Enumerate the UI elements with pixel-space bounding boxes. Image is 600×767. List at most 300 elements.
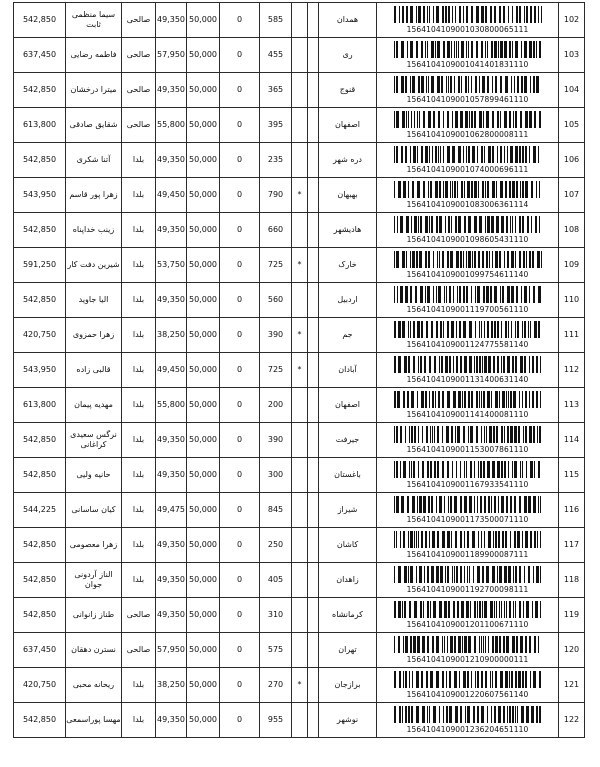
row-number-cell: 120 [559, 633, 585, 668]
row-number-cell: 110 [559, 283, 585, 318]
barcode-cell [377, 213, 559, 248]
city-cell: دره شهر [319, 143, 377, 178]
barcode-graphic [394, 671, 542, 688]
code-cell: 235 [260, 143, 292, 178]
total-cell: 542,850 [14, 703, 66, 738]
barcode-cell [377, 633, 559, 668]
base-cell: 50,000 [187, 633, 220, 668]
star-cell: * [292, 178, 308, 213]
base-cell: 50,000 [187, 423, 220, 458]
star-cell [292, 598, 308, 633]
star-cell: * [292, 353, 308, 388]
total-cell: 543,950 [14, 353, 66, 388]
row-number-cell: 103 [559, 38, 585, 73]
total-cell: 613,800 [14, 108, 66, 143]
base-cell: 50,000 [187, 108, 220, 143]
barcode-cell [377, 458, 559, 493]
barcode-cell [377, 668, 559, 703]
barcode-number: 1564104109001131400631140 [406, 374, 529, 384]
city-cell: اصفهان [319, 108, 377, 143]
name-cell: زهرا معصومی [66, 528, 122, 563]
city-cell: قنوج [319, 73, 377, 108]
empty-cell [308, 598, 319, 633]
row-number-cell: 112 [559, 353, 585, 388]
barcode-cell [377, 108, 559, 143]
barcode-graphic [394, 496, 542, 513]
zero-cell: 0 [220, 423, 260, 458]
base-cell: 50,000 [187, 38, 220, 73]
category-cell: بلدا [122, 248, 156, 283]
name-cell: طناز زانوانی [66, 598, 122, 633]
base-cell: 50,000 [187, 598, 220, 633]
category-cell: بلدا [122, 318, 156, 353]
row-number-cell: 111 [559, 318, 585, 353]
category-cell: بلدا [122, 143, 156, 178]
total-cell: 543,950 [14, 178, 66, 213]
barcode-graphic [394, 41, 542, 58]
row-number-cell: 106 [559, 143, 585, 178]
city-cell: تهران [319, 633, 377, 668]
empty-cell [308, 38, 319, 73]
barcode-cell [377, 178, 559, 213]
star-cell [292, 528, 308, 563]
row-number-cell: 122 [559, 703, 585, 738]
table-row [14, 703, 585, 738]
category-cell: صالحی [122, 73, 156, 108]
name-cell: آتنا شکری [66, 143, 122, 178]
code-cell: 365 [260, 73, 292, 108]
barcode-graphic [394, 356, 542, 373]
barcode-graphic [394, 321, 542, 338]
name-cell: فاطمه رضایی [66, 38, 122, 73]
barcode-graphic [394, 6, 542, 23]
amount-cell: 57,950 [156, 38, 187, 73]
row-number-cell: 115 [559, 458, 585, 493]
barcode-number: 1564104109001041401831110 [406, 59, 529, 69]
row-number-cell: 119 [559, 598, 585, 633]
star-cell [292, 108, 308, 143]
city-cell: برازجان [319, 668, 377, 703]
barcode-cell [377, 528, 559, 563]
table-row [14, 143, 585, 178]
amount-cell: 55,800 [156, 108, 187, 143]
barcode-number: 1564104109001210900000111 [406, 654, 529, 664]
barcode-graphic [394, 566, 542, 583]
amount-cell: 49,350 [156, 458, 187, 493]
category-cell: بلدا [122, 668, 156, 703]
barcode-cell [377, 563, 559, 598]
amount-cell: 49,350 [156, 423, 187, 458]
empty-cell [308, 143, 319, 178]
total-cell: 542,850 [14, 73, 66, 108]
total-cell: 637,450 [14, 38, 66, 73]
zero-cell: 0 [220, 73, 260, 108]
amount-cell: 49,350 [156, 563, 187, 598]
base-cell: 50,000 [187, 248, 220, 283]
base-cell: 50,000 [187, 213, 220, 248]
amount-cell: 49,350 [156, 528, 187, 563]
total-cell: 613,800 [14, 388, 66, 423]
table-row [14, 493, 585, 528]
code-cell: 575 [260, 633, 292, 668]
amount-cell: 57,950 [156, 633, 187, 668]
barcode-graphic [394, 146, 542, 163]
star-cell [292, 38, 308, 73]
barcode-cell [377, 318, 559, 353]
name-cell: شیرین دفت کار [66, 248, 122, 283]
amount-cell: 49,350 [156, 703, 187, 738]
star-cell [292, 213, 308, 248]
row-number-cell: 104 [559, 73, 585, 108]
code-cell: 310 [260, 598, 292, 633]
table-row [14, 318, 585, 353]
barcode-cell [377, 493, 559, 528]
name-cell: سیما منظمی ثابت [66, 3, 122, 38]
table-row [14, 283, 585, 318]
total-cell: 544,225 [14, 493, 66, 528]
barcode-number: 1564104109001098605431110 [406, 234, 529, 244]
star-cell [292, 703, 308, 738]
empty-cell [308, 213, 319, 248]
zero-cell: 0 [220, 528, 260, 563]
barcode-cell [377, 248, 559, 283]
barcode-number: 1564104109001173500071110 [406, 514, 529, 524]
star-cell [292, 633, 308, 668]
barcode-number: 1564104109001201100671110 [406, 619, 529, 629]
city-cell: ری [319, 38, 377, 73]
amount-cell: 38,250 [156, 318, 187, 353]
star-cell [292, 563, 308, 598]
empty-cell [308, 3, 319, 38]
city-cell: همدان [319, 3, 377, 38]
base-cell: 50,000 [187, 318, 220, 353]
barcode-number: 1564104109001099754611140 [406, 269, 529, 279]
city-cell: اردبیل [319, 283, 377, 318]
zero-cell: 0 [220, 108, 260, 143]
star-cell [292, 3, 308, 38]
category-cell: بلدا [122, 423, 156, 458]
code-cell: 660 [260, 213, 292, 248]
code-cell: 725 [260, 248, 292, 283]
star-cell: * [292, 318, 308, 353]
total-cell: 542,850 [14, 213, 66, 248]
category-cell: صالحی [122, 598, 156, 633]
empty-cell [308, 353, 319, 388]
base-cell: 50,000 [187, 3, 220, 38]
table-row [14, 3, 585, 38]
amount-cell: 49,450 [156, 178, 187, 213]
empty-cell [308, 423, 319, 458]
code-cell: 250 [260, 528, 292, 563]
total-cell: 591,250 [14, 248, 66, 283]
ledger-table [13, 2, 585, 738]
code-cell: 955 [260, 703, 292, 738]
zero-cell: 0 [220, 668, 260, 703]
base-cell: 50,000 [187, 283, 220, 318]
zero-cell: 0 [220, 178, 260, 213]
amount-cell: 49,350 [156, 3, 187, 38]
star-cell: * [292, 248, 308, 283]
base-cell: 50,000 [187, 353, 220, 388]
code-cell: 455 [260, 38, 292, 73]
star-cell [292, 458, 308, 493]
empty-cell [308, 563, 319, 598]
base-cell: 50,000 [187, 458, 220, 493]
row-number-cell: 102 [559, 3, 585, 38]
row-number-cell: 113 [559, 388, 585, 423]
category-cell: صالحی [122, 3, 156, 38]
base-cell: 50,000 [187, 563, 220, 598]
barcode-cell [377, 703, 559, 738]
base-cell: 50,000 [187, 668, 220, 703]
barcode-number: 1564104109001057899461110 [406, 94, 529, 104]
total-cell: 542,850 [14, 563, 66, 598]
category-cell: بلدا [122, 213, 156, 248]
name-cell: قالبی زاده [66, 353, 122, 388]
table-row [14, 668, 585, 703]
city-cell: زاهدان [319, 563, 377, 598]
category-cell: بلدا [122, 703, 156, 738]
name-cell: مهسا پوراسمعی [66, 703, 122, 738]
ledger-body [14, 3, 585, 738]
zero-cell: 0 [220, 318, 260, 353]
zero-cell: 0 [220, 3, 260, 38]
code-cell: 845 [260, 493, 292, 528]
code-cell: 405 [260, 563, 292, 598]
total-cell: 542,850 [14, 143, 66, 178]
barcode-number: 1564104109001141400081110 [406, 409, 529, 419]
name-cell: ریحانه محبی [66, 668, 122, 703]
empty-cell [308, 248, 319, 283]
base-cell: 50,000 [187, 493, 220, 528]
city-cell: هادیشهر [319, 213, 377, 248]
base-cell: 50,000 [187, 178, 220, 213]
code-cell: 395 [260, 108, 292, 143]
barcode-graphic [394, 76, 542, 93]
category-cell: بلدا [122, 528, 156, 563]
barcode-graphic [394, 531, 542, 548]
base-cell: 50,000 [187, 388, 220, 423]
barcode-graphic [394, 426, 542, 443]
category-cell: بلدا [122, 388, 156, 423]
barcode-graphic [394, 216, 542, 233]
city-cell: جیرفت [319, 423, 377, 458]
barcode-graphic [394, 111, 542, 128]
zero-cell: 0 [220, 213, 260, 248]
city-cell: اصفهان [319, 388, 377, 423]
barcode-number: 1564104109001220607561140 [406, 689, 529, 699]
city-cell: نوشهر [319, 703, 377, 738]
barcode-graphic [394, 706, 542, 723]
zero-cell: 0 [220, 143, 260, 178]
category-cell: بلدا [122, 458, 156, 493]
barcode-number: 1564104109001192700098111 [406, 584, 529, 594]
table-row [14, 633, 585, 668]
empty-cell [308, 73, 319, 108]
name-cell: نسترن دهقان [66, 633, 122, 668]
name-cell: زهرا حمزوی [66, 318, 122, 353]
total-cell: 542,850 [14, 598, 66, 633]
star-cell [292, 283, 308, 318]
code-cell: 790 [260, 178, 292, 213]
zero-cell: 0 [220, 458, 260, 493]
code-cell: 560 [260, 283, 292, 318]
zero-cell: 0 [220, 248, 260, 283]
empty-cell [308, 178, 319, 213]
total-cell: 420,750 [14, 668, 66, 703]
name-cell: حانیه ولیی [66, 458, 122, 493]
name-cell: شقایق صادقی [66, 108, 122, 143]
empty-cell [308, 388, 319, 423]
row-number-cell: 118 [559, 563, 585, 598]
amount-cell: 49,350 [156, 73, 187, 108]
zero-cell: 0 [220, 353, 260, 388]
barcode-number: 1564104109001119700561110 [406, 304, 529, 314]
zero-cell: 0 [220, 283, 260, 318]
barcode-graphic [394, 251, 542, 268]
row-number-cell: 121 [559, 668, 585, 703]
barcode-cell [377, 3, 559, 38]
base-cell: 50,000 [187, 73, 220, 108]
amount-cell: 53,750 [156, 248, 187, 283]
table-row [14, 73, 585, 108]
barcode-number: 1564104109001030800065111 [406, 24, 529, 34]
row-number-cell: 109 [559, 248, 585, 283]
barcode-cell [377, 73, 559, 108]
amount-cell: 49,475 [156, 493, 187, 528]
empty-cell [308, 668, 319, 703]
category-cell: بلدا [122, 563, 156, 598]
barcode-cell [377, 423, 559, 458]
table-row [14, 353, 585, 388]
empty-cell [308, 633, 319, 668]
table-row [14, 528, 585, 563]
name-cell: میترا درخشان [66, 73, 122, 108]
base-cell: 50,000 [187, 703, 220, 738]
barcode-number: 1564104109001083006361114 [406, 199, 529, 209]
amount-cell: 49,350 [156, 213, 187, 248]
barcode-cell [377, 283, 559, 318]
row-number-cell: 105 [559, 108, 585, 143]
category-cell: بلدا [122, 353, 156, 388]
name-cell: الناز آردونی جوان [66, 563, 122, 598]
category-cell: صالحی [122, 633, 156, 668]
table-row [14, 213, 585, 248]
code-cell: 390 [260, 423, 292, 458]
row-number-cell: 107 [559, 178, 585, 213]
barcode-graphic [394, 181, 542, 198]
table-row [14, 388, 585, 423]
city-cell: بهبهان [319, 178, 377, 213]
city-cell: باغستان [319, 458, 377, 493]
amount-cell: 49,350 [156, 283, 187, 318]
category-cell: بلدا [122, 178, 156, 213]
category-cell: بلدا [122, 493, 156, 528]
table-row [14, 248, 585, 283]
name-cell: کیان ساسانی [66, 493, 122, 528]
total-cell: 637,450 [14, 633, 66, 668]
row-number-cell: 116 [559, 493, 585, 528]
barcode-graphic [394, 636, 542, 653]
city-cell: کرمانشاه [319, 598, 377, 633]
total-cell: 542,850 [14, 528, 66, 563]
category-cell: بلدا [122, 283, 156, 318]
barcode-cell [377, 38, 559, 73]
barcode-graphic [394, 391, 542, 408]
city-cell: خارک [319, 248, 377, 283]
name-cell: نرگس سعیدی کراغانی [66, 423, 122, 458]
empty-cell [308, 318, 319, 353]
city-cell: شیراز [319, 493, 377, 528]
amount-cell: 49,350 [156, 143, 187, 178]
barcode-graphic [394, 601, 542, 618]
city-cell: آبادان [319, 353, 377, 388]
table-row [14, 598, 585, 633]
barcode-number: 1564104109001062800008111 [406, 129, 529, 139]
zero-cell: 0 [220, 493, 260, 528]
empty-cell [308, 493, 319, 528]
empty-cell [308, 283, 319, 318]
zero-cell: 0 [220, 38, 260, 73]
total-cell: 542,850 [14, 423, 66, 458]
zero-cell: 0 [220, 633, 260, 668]
category-cell: صالحی [122, 38, 156, 73]
amount-cell: 55,800 [156, 388, 187, 423]
barcode-graphic [394, 461, 542, 478]
base-cell: 50,000 [187, 528, 220, 563]
amount-cell: 38,250 [156, 668, 187, 703]
table-row [14, 458, 585, 493]
city-cell: کاشان [319, 528, 377, 563]
table-row [14, 423, 585, 458]
total-cell: 420,750 [14, 318, 66, 353]
zero-cell: 0 [220, 563, 260, 598]
amount-cell: 49,350 [156, 598, 187, 633]
barcode-number: 1564104109001153007861110 [406, 444, 529, 454]
code-cell: 200 [260, 388, 292, 423]
total-cell: 542,850 [14, 458, 66, 493]
barcode-number: 1564104109001236204651110 [406, 724, 529, 734]
name-cell: الیا جاوید [66, 283, 122, 318]
code-cell: 390 [260, 318, 292, 353]
code-cell: 300 [260, 458, 292, 493]
barcode-number: 1564104109001074000696111 [406, 164, 529, 174]
code-cell: 725 [260, 353, 292, 388]
star-cell [292, 423, 308, 458]
total-cell: 542,850 [14, 3, 66, 38]
star-cell: * [292, 668, 308, 703]
name-cell: زینب خداپناه [66, 213, 122, 248]
empty-cell [308, 108, 319, 143]
zero-cell: 0 [220, 598, 260, 633]
city-cell: جم [319, 318, 377, 353]
barcode-cell [377, 143, 559, 178]
row-number-cell: 108 [559, 213, 585, 248]
barcode-cell [377, 353, 559, 388]
table-row [14, 563, 585, 598]
star-cell [292, 73, 308, 108]
empty-cell [308, 458, 319, 493]
star-cell [292, 388, 308, 423]
code-cell: 270 [260, 668, 292, 703]
table-row [14, 38, 585, 73]
empty-cell [308, 703, 319, 738]
base-cell: 50,000 [187, 143, 220, 178]
name-cell: زهرا پور قاسم [66, 178, 122, 213]
row-number-cell: 117 [559, 528, 585, 563]
code-cell: 585 [260, 3, 292, 38]
table-row [14, 178, 585, 213]
